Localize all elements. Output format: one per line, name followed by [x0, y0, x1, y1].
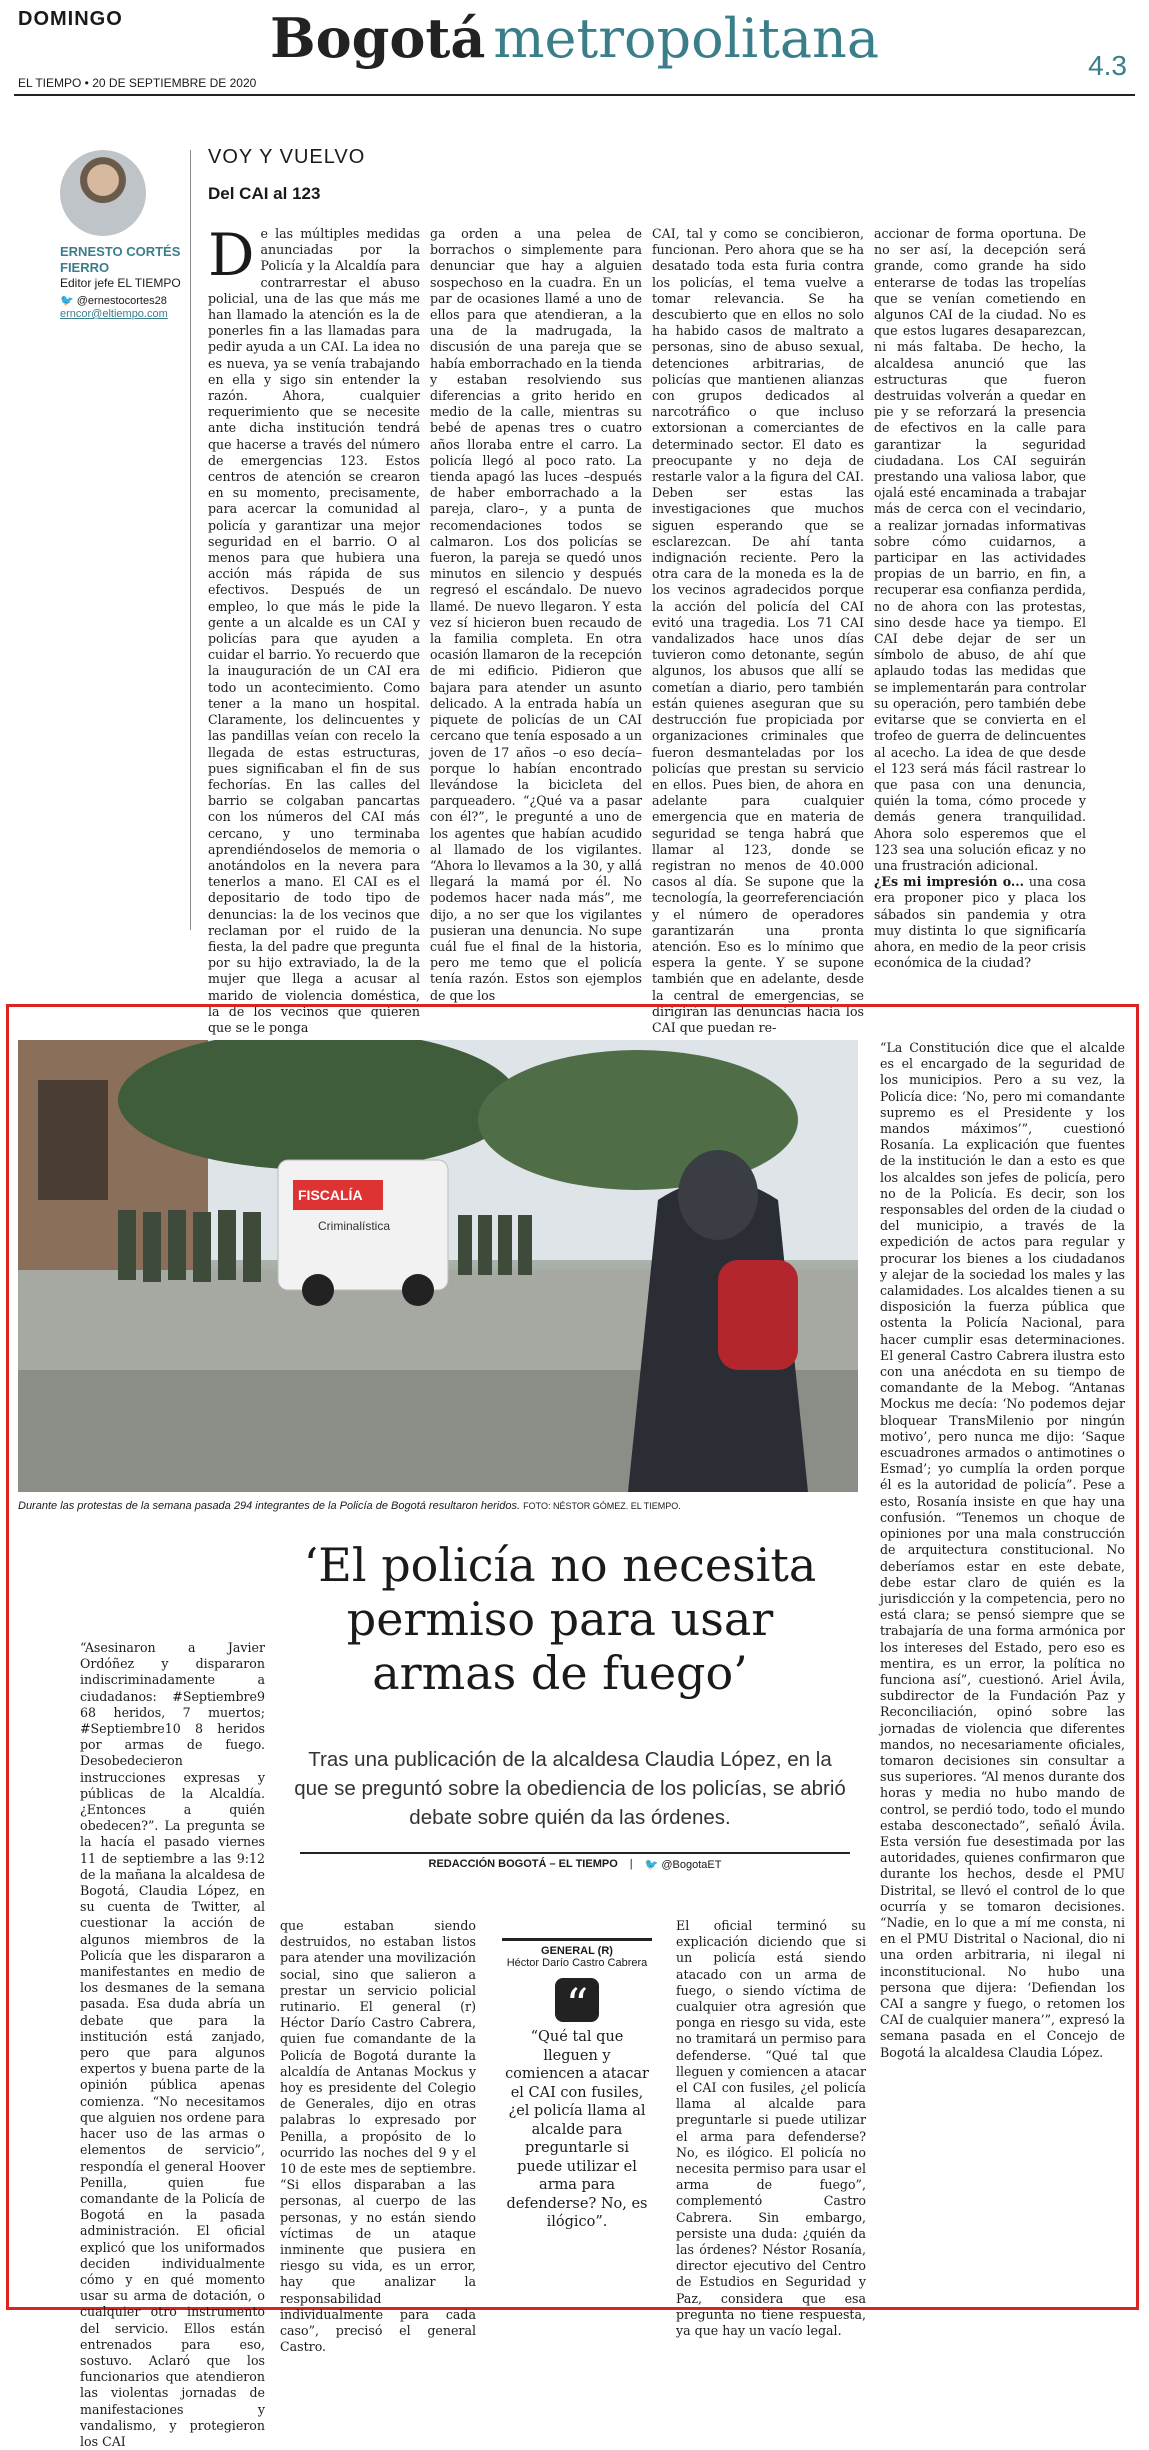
section-label: DOMINGO	[18, 8, 123, 30]
pull-quote-title: GENERAL (R)	[502, 1938, 652, 1957]
byline-twitter[interactable]: 🐦 @BogotaET	[644, 1859, 722, 1871]
author-role: Editor jefe EL TIEMPO	[60, 276, 181, 290]
drop-cap: D	[208, 221, 255, 289]
pull-quote-text: “Qué tal que lleguen y comiencen a atacar el CAI con fusiles, ¿el policía llama al alcalde para preguntarle si puede utilizar el arma para defenderse? No, es ilógico”.	[505, 2029, 649, 2230]
author-avatar	[60, 150, 146, 236]
article-text-3: El oficial terminó su explicación diciendo que si un policía está siendo atacado con un arma de fuego, o siendo víctima de cualquier otra agresión que ponga en riesgo su vida, este no tramitará un permiso para defenderse. “Qué tal que lleguen y comiencen a atacar el CAI con fusiles, ¿el policía llama al alcalde para preguntarle si puede utilizar el arma para defenderse? No, es ilógico. El policía no necesita permiso para usar el arma de fuego”, complementó Castro Cabrera. Sin embargo, persiste una duda: ¿quién da las órdenes? Néstor Rosanía, director ejecutivo del Centro de Estudios en Seguridad y Paz, considera que esa pregunta no tiene respuesta, ya que hay un vacío legal.	[676, 1918, 866, 2339]
byline-separator: |	[629, 1858, 633, 1870]
issue-date: EL TIEMPO • 20 DE SEPTIEMBRE DE 2020	[18, 76, 257, 90]
column-divider	[190, 150, 191, 930]
masthead-rule	[14, 94, 1135, 96]
twitter-icon: 🐦	[644, 1859, 659, 1871]
column-text-3: CAI, tal y como se concibieron, funcionan. Pero ahora que se ha desatado toda esta furia contra los policías, el tema vuelve a tomar relevancia. Se ha descubierto que en ellos no solo ha habido casos de maltrato a personas, sino de abuso sexual, detenciones arbitrarias, de policías que mantienen alianzas con grupos dedicados al narcotráfico o que incluso extorsionan a comerciantes de determinado sector. El dato es preocupante y no deja de restarle valor a la figura del CAI. Deben ser estas las investigaciones que muchos siguen esperando que se esclarezcan. De ahí tanta indignación reciente. Pero la otra cara de la moneda es la de los vecinos agradecidos porque la acción del policía del CAI evitó una tragedia. Los 71 CAI vandalizados hace unos días tuvieron como detonante, según algunos, los abusos que allí se cometían a diario, pero también están quienes aseguran que su destrucción fue propiciada por organizaciones criminales que fueron desmanteladas por los policías que prestan su servicio en ellos. Pues bien, de ahora en adelante para cualquier emergencia que en materia de seguridad se tenga habrá que llamar al 123, donde se registran no menos de 40.000 casos al día. Se supone que la tecnología, la georreferenciación y el número de operadores garantizarán una pronta atención. Eso es lo mínimo que espera la gente. Y se supone también que en adelante, desde la central de emergencias, se dirigirán las denuncias hacia los CAI que puedan re-	[652, 226, 864, 1035]
masthead-title	[0, 6, 1149, 71]
article-text-1: “Asesinaron a Javier Ordóñez y dispararon indiscriminadamente a ciudadanos: #Septiembre9 68 heridos, 7 muertos; #Septiembre10 8 heridos por armas de fuego. Desobedecieron instrucciones expresas y públicas de la Alcaldía. ¿Entonces a quién obedecen?”. La pregunta se la hacía el pasado viernes 11 de septiembre a las 9:12 de la mañana la alcaldesa de Bogotá, Claudia López, en su cuenta de Twitter, al cuestionar la acción de algunos miembros de la Policía que les dispararon a manifestantes en medio de los desmanes de la semana pasada. Esa duda abría un debate que para la institución está zanjado, pero que para algunos expertos y buena parte de la opinión pública apenas comienza. “No necesitamos que alguien nos ordene para hacer uso de las armas o elementos de servicio”, respondía el general Hoover Penilla, quien fue comandante de la Policía de Bogotá en la pasada administración. El oficial explicó que los uniformados deciden individualmente cómo y en qué momento usar su arma de dotación, o cualquier otro instrumento del servicio. Ellos están entrenados para eso, sostuvo. Aclaró que los funcionarios que atendieron las violentas jornadas de manifestaciones y vandalismo, y protegieron los CAI	[80, 1640, 265, 2449]
byline-author: REDACCIÓN BOGOTÁ – EL TIEMPO	[428, 1858, 618, 1870]
masthead-title-bold: Bogotá	[269, 6, 486, 70]
photo-credit: FOTO: NÉSTOR GÓMEZ. EL TIEMPO.	[523, 1501, 681, 1511]
column-kicker: VOY Y VUELVO	[208, 146, 366, 168]
author-twitter[interactable]: 🐦 @ernestocortes28	[60, 295, 167, 307]
article-deck: Tras una publicación de la alcaldesa Claudia López, en la que se preguntó sobre la obediencia de los policías, se abrió debate sobre quién da las órdenes.	[294, 1748, 846, 1829]
masthead-title-light: metropolitana	[493, 7, 880, 70]
article-headline: ‘El policía no necesita permiso para usar armas de fuego’	[303, 1538, 817, 1700]
photo-caption: Durante las protestas de la semana pasada 294 integrantes de la Policía de Bogotá resultaron heridos. FOTO: NÉSTOR GÓMEZ. EL TIEMPO.	[18, 1500, 681, 1512]
column-text-4: accionar de forma oportuna. De no ser así, la decepción será grande, como grande ha sido enterarse de todas las tropelías que se venían cometiendo en algunos CAI de la ciudad. No es que estos lugares desaparezcan, ni más faltaba. De hecho, la alcaldesa anunció que las estructuras que fueron destruidas volverán a quedar en pie y se reforzará la presencia de efectivos en la calle para garantizar la seguridad ciudadana. Los CAI seguirán prestando una valiosa labor, que ojalá esté encaminada a trabajar más de cerca con el vecindario, a realizar jornadas informativas sobre cómo cuidarnos, a participar en las actividades propias de un barrio, en fin, a recuperar esa confianza perdida, no de ahora con las protestas, sino desde hace ya tiempo. El CAI debe dejar de ser un símbolo de abuso, de ahí que aplaudo todas las medidas que se implementarán para controlar su operación, pero también debe evitarse que se convierta en el trofeo de guerra de delincuentes al acecho. La idea de que desde el 123 será más fácil rastrear lo que pasa con una denuncia, quién la toma, cómo procede y demás genera tranquilidad. Ahora solo esperemos que el 123 sea una solución eficaz y no una frustración adicional. ¿Es mi impresión o... una cosa era proponer pico y placa los sábados sin pandemia y otra muy distinta lo que significaría ahora, en medio de la peor crisis económica de la ciudad?	[874, 226, 1086, 971]
column-text-2: ga orden a una pelea de borrachos o simplemente para denunciar que hay a alguien sospechoso en la cuadra. En un par de ocasiones llamé a uno de ellos para que atendieran, a la una de la madrugada, la discusión de una pareja que se había emborrachado en la tienda y estaban resolviendo sus diferencias a grito herido en medio de la calle, mientras su bebé de apenas tres o cuatro años lloraba entre el carro. La policía llegó al poco rato. La tienda apagó las luces –después de haber emborrachado a la pareja, claro–, y a punta de recomendaciones todos se calmaron. Los dos policías se fueron, la pareja se quedó unos minutos en silencio y después regresó el escándalo. De nuevo llamé. De nuevo llegaron. Y esta vez sí hicieron buen recaudo de la familia completa. En otra ocasión llamaron de la recepción de mi edificio. Pidieron que bajara para atender un asunto delicado. A la entrada había un piquete de policías de un CAI cercano que tenía esposado a un joven de 17 años –o eso decía– porque lo habían encontrado llevándose la bicicleta del parqueadero. “¿Qué va a pasar con él?”, le pregunté a uno de los agentes que habían acudido al llamado de los vigilantes. “Ahora lo llevamos a la 30, y allá llegará la mamá por él. No podemos hacer nada más”, me dijo, a no ser que los vigilantes pusieran una denuncia. No supe cuál fue el final de la historia, pero me temo que el policía tenía razón. Estos son ejemplos de que los	[430, 226, 642, 1003]
page-number: 4.3	[1088, 50, 1127, 81]
photo-illustration	[18, 1040, 858, 1492]
author-email[interactable]: erncor@eltiempo.com	[60, 308, 168, 320]
quote-icon: “	[555, 1978, 599, 2022]
author-name: ERNESTO CORTÉS FIERRO	[60, 244, 181, 275]
column-text-1: De las múltiples medidas anunciadas por la Policía y la Alcaldía para contrarrestar el abuso policial, una de las que más me han llamado la atención es la de ponerles fin a las llamadas para pedir ayuda a un CAI. La idea no es nueva, ya se venía trabajando en ella y sigo sin entender la razón. Ahora, cualquier requerimiento que se necesite ante dicha institución tendrá que hacerse a través del número de emergencias 123. Estos centros de atención se crearon en su momento, precisamente, para acercar la comunidad al policía y garantizar una mejor seguridad en el barrio. O al menos para que hubiera una acción más rápida de sus efectivos. Después de un empleo, lo que más le pide la gente a un alcalde es un CAI y policías para que ayuden a cuidar el barrio. Yo recuerdo que la inauguración de un CAI era todo un acontecimiento. Como tener a la mano un hospital. Claramente, los delincuentes y las pandillas veían con recelo la llegada de estas estructuras, pues significaban el fin de sus fechorías. En las calles del barrio se colgaban pancartas con los números del CAI más cercano, y uno terminaba aprendiéndoselos de memoria o anotándolos en la nevera para tenerlos a mano. El CAI es el depositario de todo tipo de denuncias: la de los vecinos que reclaman por el ruido de la fiesta, la del padre que pregunta por su hijo extraviado, la de la mujer que llega a acusar al marido de violencia doméstica, la de los vecinos que quieren que se le ponga	[208, 221, 420, 1035]
pull-quote	[502, 1938, 652, 2232]
pull-quote-name: Héctor Darío Castro Cabrera	[506, 1957, 648, 1969]
van-label: FISCALÍA	[298, 1187, 363, 1203]
article-byline	[300, 1852, 850, 1871]
protest-photo	[18, 1040, 858, 1492]
article-text-4: “La Constitución dice que el alcalde es el encargado de la seguridad de los municipios. Pero a su vez, la Policía dice: ‘No, pero mi comandante supremo es el Presidente y los mandos máximos’”, cuestionó Rosanía. La explicación que fuentes de la institución le dan a esto es que los alcaldes son jefes de policía, pero no de la Policía. Es decir, son los responsables del orden de la ciudad o del municipio, a través de la expedición de actos para regular y procurar los bienes a los ciudadanos y alejar de la sociedad los males y las calamidades. Los alcaldes tienen a su disposición la fuerza pública que ostenta la Policía Nacional, para hacer cumplir esas determinaciones. El general Castro Cabrera ilustra esto con una anécdota en su tiempo de comandante de la Mebog. “Antanas Mockus me decía: ‘No podemos dejar bloquear TransMilenio por ningún motivo’, pero nunca me dijo: ‘Saque escuadrones armados o antimotines o Esmad’; yo cumplía la orden porque él es la autoridad de policía”. Pese a esto, Rosanía insiste en que hay una confusión. “Tenemos un choque de opiniones por una mala construcción de arquitectura constitucional. No deberíamos estar en este debate, debe estar claro de quién es la jurisdicción y la competencia, pero no está clara; se pensó siempre que se trabajaría de una forma armónica por los intereses del Estado, pero eso es mentira, es un error, la política no funciona así”, cuestionó. Ariel Ávila, subdirector de la Fundación Paz y Reconciliación, opinó sobre las jornadas de violencia que diferentes mandos, no necesariamente oficiales, tomaron decisiones sin consultar a sus superiores. “Al menos durante dos horas y media no hubo mando de control, se perdió todo, todo el mundo estaba desconectado”, señaló Ávila. Esta versión fue desestimada por las autoridades, quienes confirmaron que durante los hechos, desde el PMU Distrital, se llevó el control de lo que ocurría y se tomaron decisiones. “Nadie, en lo que a mí me consta, ni en el PMU Distrital o Nacional, dio ni una orden arbitraria, ni ilegal ni inconstitucional. No hubo una persona que dijera: ‘Defiendan los CAI a sangre y fuego, o retomen los CAI de cualquier manera’”, expresó la semana pasada en el Concejo de Bogotá la alcaldesa Claudia López.	[880, 1040, 1125, 2060]
column-subtitle: Del CAI al 123	[208, 184, 321, 203]
article-text-2: que estaban siendo destruidos, no estaban listos para atender una movilización social, sino que salieron a prestar un servicio policial rutinario. El general (r) Héctor Darío Castro Cabrera, quien fue comandante de la Policía de Bogotá durante la alcaldía de Antanas Mockus y hoy es presidente del Colegio de Generales, dijo en otras palabras lo expresado por Penilla, a propósito de lo ocurrido las noches del 9 y el 10 de este mes de septiembre. “Si ellos disparaban a las personas, al cuerpo de las personas, y no están siendo víctimas de un ataque inminente que pusiera en riesgo su vida, es un error, hay que analizar la responsabilidad individualmente para cada caso”, precisó el general Castro.	[280, 1918, 476, 2355]
van-label-2: Criminalística	[318, 1219, 391, 1233]
twitter-icon: 🐦	[60, 295, 74, 307]
